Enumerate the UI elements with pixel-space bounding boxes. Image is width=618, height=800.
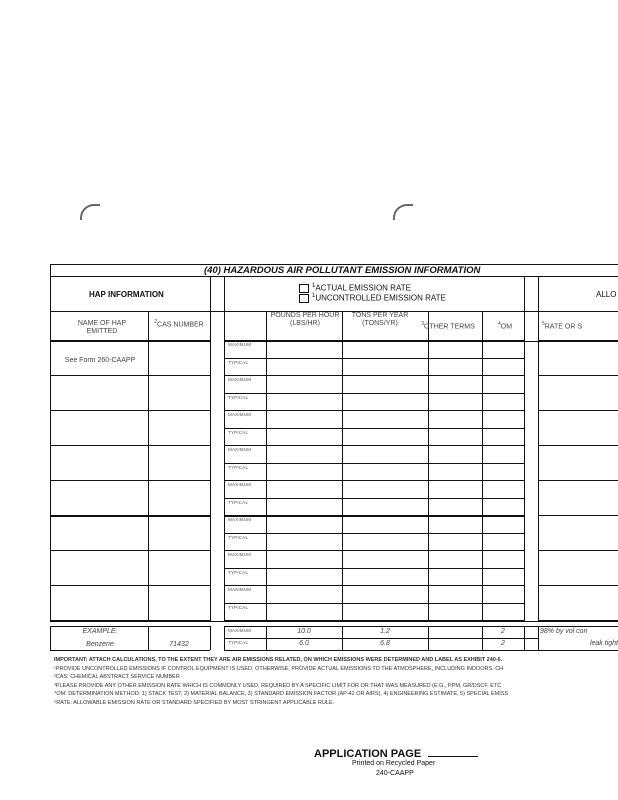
example-name: Benzene (86, 641, 114, 648)
row-maximum-label: MAXIMUM (228, 552, 252, 557)
example-typ-label: TYPICAL (228, 640, 249, 645)
application-page-label (314, 746, 478, 760)
example-typ-lbs: 6.0 (299, 640, 309, 647)
example-label: EXAMPLE: (82, 628, 118, 635)
hap-info-header: HAP INFORMATION (89, 290, 164, 299)
grid-line (538, 585, 618, 586)
grid-line (538, 515, 618, 516)
grid-line (224, 620, 524, 621)
example-max-tons: 1.2 (380, 628, 390, 635)
grid-line (50, 445, 210, 446)
row-maximum-label: MAXIMUM (228, 377, 252, 382)
grid-line (50, 550, 210, 551)
col-rate-sup: 5 (542, 321, 545, 327)
first-row-name: See Form 260-CAAPP (64, 357, 136, 364)
grid-line (224, 393, 524, 394)
punch-mark-right (393, 204, 413, 220)
grid-line (50, 620, 210, 621)
actual-rate-option (299, 283, 411, 293)
example-max-label: MAXIMUM (228, 628, 252, 633)
col-cas-header (150, 318, 208, 329)
grid-line (524, 276, 525, 622)
actual-rate-label: ACTUAL EMISSION RATE (315, 283, 411, 293)
col-other-sup: 3 (421, 321, 424, 327)
grid-line (50, 410, 210, 411)
punch-mark-left (80, 204, 100, 220)
grid-line (50, 480, 210, 481)
grid-line (224, 603, 524, 604)
col-name-header: NAME OF HAP EMITTED (77, 320, 127, 335)
note-important: IMPORTANT: ATTACH CALCULATIONS, TO THE EXTENT THEY ARE AIR EMISSIONS RELATED, ON WHICH EMISSIONS WERE DETERMINED AND LABEL AS EXHIBIT 240-6. (54, 657, 503, 663)
row-typical-label: TYPICAL (228, 359, 249, 365)
note-4: ⁴OM: DETERMINATION METHOD: 1) STACK TEST, 2) MATERIAL BALANCE, 3) STANDARD EMISSION FACTOR (AP-42 OR AIRS), 4) ENGINEERING ESTIMATE, 5) SPECIAL EMISS (54, 691, 509, 698)
note-5: ⁵RATE: ALLOWABLE EMISSION RATE OR STANDARD SPECIFIED BY MOST STRINGENT APPLICABLE RULE. (54, 699, 335, 706)
grid-line (538, 276, 539, 622)
grid-line (224, 568, 524, 569)
grid-line (538, 550, 618, 551)
col-other-label: OTHER TERMS (423, 323, 475, 331)
row-typical-label: TYPICAL (228, 464, 249, 470)
grid-line (538, 445, 618, 446)
grid-line (538, 620, 618, 621)
grid-line (224, 498, 524, 499)
row-maximum-label: MAXIMUM (228, 447, 252, 452)
uncontrolled-rate-label: UNCONTROLLED EMISSION RATE (315, 293, 446, 303)
example-typ-tons: 6.8 (380, 640, 390, 647)
col-lbs-header: POUNDS PER HOUR (LBS/HR) (270, 312, 340, 327)
example-cas: 71432 (169, 641, 189, 648)
grid-line (224, 515, 524, 517)
recycled-paper-note: Printed on Recycled Paper (352, 760, 436, 767)
row-typical-label: TYPICAL (228, 569, 249, 575)
actual-rate-checkbox[interactable] (299, 284, 309, 293)
application-page-text: APPLICATION PAGE (314, 748, 422, 760)
note-2: ²CAS: CHEMICAL ABSTRACT SERVICE NUMBER (54, 674, 180, 681)
row-typical-label: TYPICAL (228, 534, 249, 540)
example-typ-om: 2 (501, 640, 505, 647)
example-max-rate: 98% by vol con (540, 628, 588, 635)
grid-line (148, 311, 149, 622)
grid-line (224, 585, 524, 586)
grid-line (224, 428, 524, 429)
col-om-label: OM (500, 323, 513, 331)
col-om-sup: 4 (497, 321, 501, 327)
form-notes (54, 656, 618, 708)
uncontrolled-rate-sup: 1 (312, 293, 316, 299)
grid-line (224, 375, 524, 376)
grid-line (538, 340, 618, 341)
col-cas-label: CAS NUMBER (157, 321, 204, 329)
grid-line (50, 264, 51, 622)
grid-line (50, 515, 210, 517)
row-maximum-label: MAXIMUM (228, 342, 252, 347)
row-maximum-label: MAXIMUM (228, 517, 252, 522)
allowable-header: ALLO (596, 290, 617, 299)
row-typical-label: TYPICAL (228, 499, 249, 505)
row-typical-label: TYPICAL (228, 429, 249, 435)
grid-line (50, 585, 210, 586)
col-cas-sup: 2 (154, 319, 158, 325)
grid-line (224, 358, 524, 359)
row-maximum-label: MAXIMUM (228, 412, 252, 417)
col-tons-header: TONS PER YEAR (TONS/YR) (351, 312, 409, 327)
uncontrolled-rate-option (299, 293, 446, 303)
grid-line (224, 410, 524, 411)
grid-line (224, 276, 225, 622)
row-typical-label: TYPICAL (228, 604, 249, 610)
actual-rate-sup: 1 (312, 283, 316, 289)
application-page-blank[interactable] (428, 746, 478, 757)
row-maximum-label: MAXIMUM (228, 587, 252, 592)
grid-line (538, 375, 618, 376)
grid-line (538, 480, 618, 481)
grid-line (224, 533, 524, 534)
grid-line (210, 276, 211, 622)
row-typical-label: TYPICAL (228, 394, 249, 400)
grid-line (224, 550, 524, 551)
grid-line (224, 480, 524, 481)
note-3: ³PLEASE PROVIDE ANY OTHER EMISSION RATE WHICH IS COMMONLY USED, REQUIRED BY A SPECIFIC LIMIT FOR OR THAT WAS MEASURED (E.G., PPM, GR/DSCF, ETC (54, 682, 502, 689)
grid-line (50, 375, 210, 376)
col-other-header (418, 320, 478, 331)
grid-line (224, 463, 524, 464)
col-rate-label: RATE OR S (544, 323, 582, 331)
example-typ-rate: leak tight (589, 640, 618, 647)
col-rate-header (542, 320, 618, 331)
form-number: 240-CAAPP (376, 770, 414, 777)
grid-line (538, 410, 618, 411)
form-title: (40) HAZARDOUS AIR POLLUTANT EMISSION INFORMATION (204, 265, 481, 276)
col-om-header (487, 320, 523, 331)
example-max-lbs: 10.0 (297, 628, 311, 635)
grid-line (50, 340, 210, 341)
uncontrolled-rate-checkbox[interactable] (299, 294, 309, 303)
example-max-om: 2 (501, 628, 505, 635)
row-maximum-label: MAXIMUM (228, 482, 252, 487)
grid-line (224, 445, 524, 446)
grid-line (224, 340, 524, 341)
note-1: ¹PROVIDE UNCONTROLLED EMISSIONS IF CONTROL EQUIPMENT IS USED. OTHERWISE, PROVIDE ACTUAL EMISSIONS TO THE ATMOSPHERE, INCLUDING INDOORS. CH (54, 665, 504, 672)
